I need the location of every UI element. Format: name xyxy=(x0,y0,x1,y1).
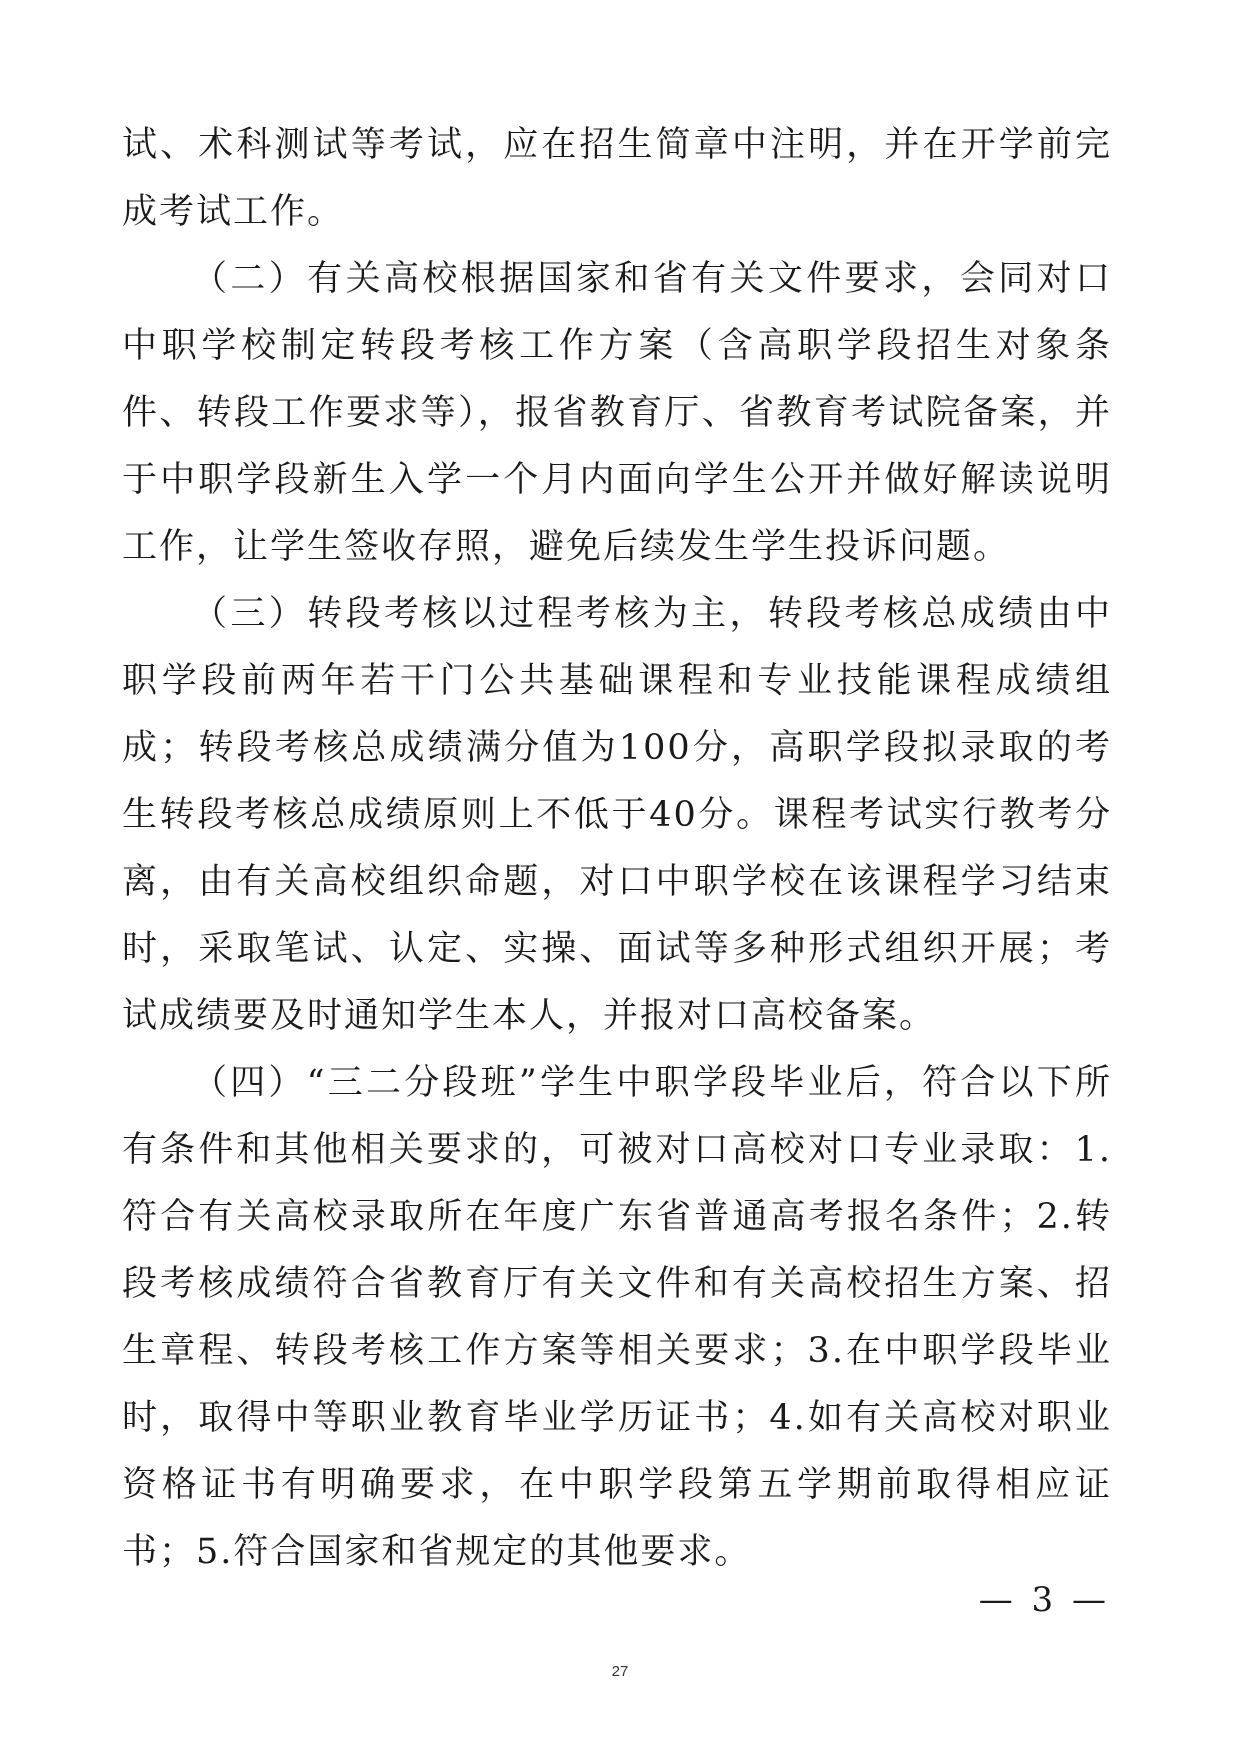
paragraph-section-4: （四）“三二分段班”学生中职学段毕业后，符合以下所有条件和其他相关要求的，可被对口高校对口专业录取：1.符合有关高校录取所在年度广东省普通高考报名条件；2.转段考核成绩符合省教育厅有关文件和有关高校招生方案、招生章程、转段考核工作方案等相关要求；3.在中职学段毕业时，取得中等职业教育毕业学历证书；4.如有关高校对职业资格证书有明确要求，在中职学段第五学期前取得相应证书；5.符合国家和省规定的其他要求。 xyxy=(122,1063,1112,1572)
paragraph-continuation: 试、术科测试等考试，应在招生简章中注明，并在开学前完成考试工作。 xyxy=(122,125,1112,232)
paragraph-section-2: （二）有关高校根据国家和省有关文件要求，会同对口中职学校制定转段考核工作方案（含高职学段招生对象条件、转段工作要求等），报省教育厅、省教育考试院备案，并于中职学段新生入学一个月内面向学生公开并做好解读说明工作，让学生签收存照，避免后续发生学生投诉问题。 xyxy=(122,259,1112,567)
pdf-page-number: 27 xyxy=(611,1663,629,1680)
document-page-number: — 3 — xyxy=(978,1580,1110,1620)
paragraph-section-3: （三）转段考核以过程考核为主，转段考核总成绩由中职学段前两年若干门公共基础课程和专业技能课程成绩组成；转段考核总成绩满分值为100分，高职学段拟录取的考生转段考核总成绩原则上不低于40分。课程考试实行教考分离，由有关高校组织命题，对口中职学校在该课程学习结束时，采取笔试、认定、实操、面试等多种形式组织开展；考试成绩要及时通知学生本人，并报对口高校备案。 xyxy=(122,594,1112,1036)
document-body xyxy=(122,112,1112,1586)
